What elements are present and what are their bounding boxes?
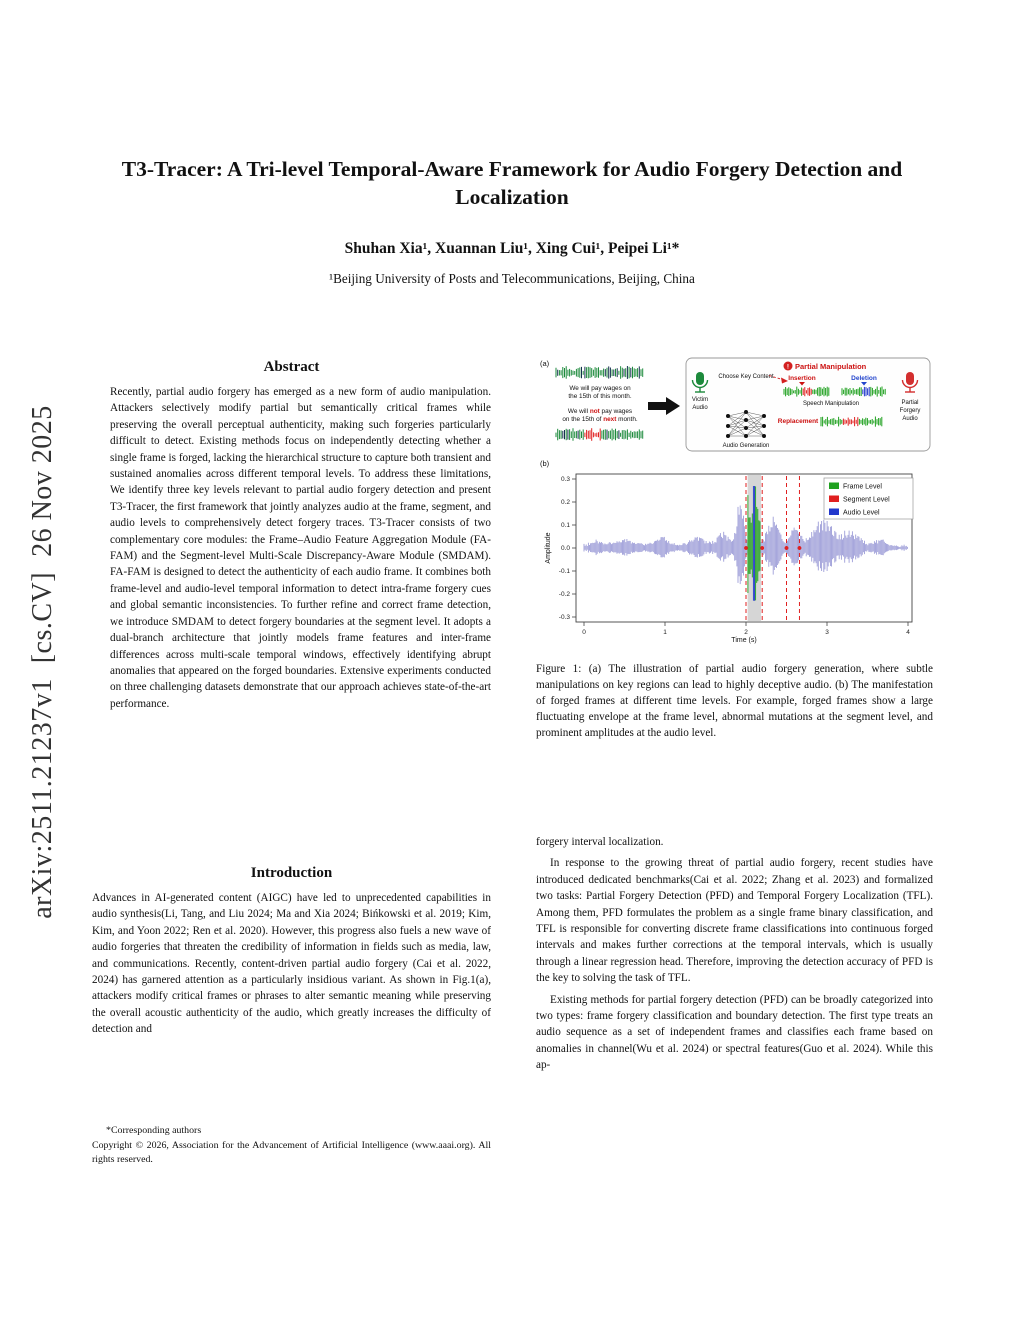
partial-forgery-audio-line2: Forgery [899, 408, 921, 414]
deletion-label: Deletion [851, 375, 877, 382]
segment-level-swatch [829, 496, 839, 503]
abstract-paragraph: Recently, partial audio forgery has emerged as a new form of audio manipulation. Attackers selectively modify partial but semantically critical frames while preserving the overall perceptual authenticity, making such forgeries particularly difficult to detect. Existing methods focus on independently detecting whether a single frame is forged, lacking the hierarchical structure to capture both transient and sustained anomalies across different temporal levels. To address these limitations, We identify three key levels relevant to partial audio forgery detection and present T3-Tracer, the first framework that jointly analyzes audio at the frame, segment, and audio levels to comprehensively detect forgery traces. T3-Tracer consists of two complementary core modules: the Frame–Audio Feature Aggregation Module (FA-FAM) and the Segment-level Multi-Scale Discrepancy-Aware Module (SMDAM). FA-FAM is designed to detect the authenticity of each audio frame. It combines both frame-level and audio-level temporal information to detect intra-frame forgery cues and global semantic inconsistencies. To further refine and correct frame detection, we introduce SMDAM to detect forgery boundaries at the segment level. It adopts a dual-branch architecture that jointly models frame features and inter-frame differences across multi-scale temporal windows, effectively identifying abrupt anomalies that appeared on the forged boundaries. Extensive experiments conducted on three challenging datasets demonstrate that our approach achieves state-of-the-art performance. [110, 386, 491, 710]
figure-caption: Figure 1: (a) The illustration of partial audio forgery generation, where subtle manipulations on key regions can lead to highly deceptive audio. (b) The manifestation of forged frames at different time levels. For example, forged frames show a large fluctuating envelope at the frame level, abnormal mutations at the segment level, and prominent amplitudes at the audio level. [536, 663, 933, 739]
audio-level-swatch [829, 509, 839, 516]
figure-1 [536, 354, 933, 656]
x-tick-label: 1 [663, 629, 667, 636]
speech-forged-word-next: next [603, 416, 617, 423]
y-tick-label: 0.1 [560, 522, 570, 530]
x-tick-label: 0 [582, 629, 586, 636]
speech-manipulation-label: Speech Manipulation [802, 401, 860, 407]
partial-manipulation-title: Partial Manipulation [795, 362, 867, 371]
y-tick-label: -0.2 [558, 591, 570, 599]
speech-original-line2: the 15th of this month. [568, 393, 632, 400]
speech-forged-part1: We will [567, 408, 590, 415]
replacement-label: Replacement [777, 418, 819, 425]
footnote-block [92, 1124, 491, 1168]
y-axis-label: Amplitude [545, 532, 552, 564]
copyright-note: Copyright © 2026, Association for the Advancement of Artificial Intelligence (www.aaai.org). All rights reserved. [92, 1139, 491, 1166]
panel-b-label: (b) [540, 459, 550, 468]
panel-a-label: (a) [540, 359, 550, 368]
speech-forged-part6: month. [616, 416, 638, 423]
arrow-right-icon [648, 397, 680, 415]
x-axis-label: Time (s) [731, 637, 757, 644]
abstract-heading: Abstract [263, 359, 320, 375]
victim-speech-waveform [556, 366, 643, 379]
y-tick-label: -0.1 [558, 568, 570, 576]
abstract-text [110, 384, 491, 842]
arxiv-sidebar-label: arXiv:2511.21237v1 [cs.CV] 26 Nov 2025 [27, 405, 58, 919]
audio-level-legend-label: Audio Level [843, 509, 880, 517]
speech-original-line1: We will pay wages on [569, 385, 631, 392]
frame-level-swatch [829, 483, 839, 490]
svg-text:We will not pay wages [568, 408, 632, 415]
victim-audio-label-line1: Victim [691, 397, 709, 403]
choose-key-content-label: Choose Key Content [718, 374, 774, 380]
y-tick-label: 0.0 [560, 545, 570, 553]
body-paragraph: forgery interval localization. [536, 836, 664, 848]
introduction-text [92, 890, 491, 1118]
speech-forged-word-not: not [589, 408, 600, 415]
y-tick-label: -0.3 [558, 614, 570, 622]
body-paragraph: In response to the growing threat of partial audio forgery, recent studies have introduced dedicated benchmarks(Cai et al. 2022; Zhang et al. 2023) and formalized two tasks: Partial Forgery Detection (PFD) and Temporal Forgery Localization (TFL). Among them, PFD formulates the problem as a single frame binary classification, and TFL is responsible for converting discrete frame classifications into continuous forged intervals and makes further corrections at the temporal intervals, which is usually through a linear regression head. Therefore, improving the detection accuracy of PFD is the key to solving the task of TFL. [536, 857, 933, 985]
authors-line: Shuhan Xia¹, Xuannan Liu¹, Xing Cui¹, Peipei Li¹* [344, 240, 680, 257]
figure-1-svg [536, 354, 933, 656]
affiliation-line: ¹Beijing University of Posts and Telecommunications, Beijing, China [329, 271, 695, 286]
svg-text:We will pay wages on [569, 385, 631, 392]
insertion-label: Insertion [788, 375, 816, 382]
introduction-heading: Introduction [250, 865, 333, 881]
introduction-paragraph: Advances in AI-generated content (AIGC) have led to unprecedented capabilities in audio synthesis(Li, Tang, and Liu 2024; Ma and Xia 2024; Bińkowski et al. 2019; Kim, Kim, and Yoon 2022; Ren et al. 2020). However, this progress also fuels a new wave of audio forgeries that threaten the credibility of information in fields such as media, law, and communications. Recently, content-driven partial audio forgery (Cai et al. 2022, 2024) has garnered attention as a particularly insidious variant. As shown in Fig.1(a), attackers modify critical frames or phrases to alter semantic meaning while preserving the overall acoustic authenticity of the audio, which greatly increases the difficulty of detection and [92, 892, 491, 1036]
right-column-text [536, 834, 933, 1194]
plot-legend [824, 478, 913, 519]
audio-generation-label: Audio Generation [722, 443, 770, 449]
svg-text:on the 15th of next month. [562, 416, 638, 423]
paper-title: T3-Tracer: A Tri-level Temporal-Aware Framework for Audio Forgery Detection and Localization [121, 157, 903, 209]
partial-forgery-audio-line1: Partial [901, 400, 919, 406]
forged-speech-waveform [556, 428, 643, 441]
partial-forgery-audio-line3: Audio [902, 416, 918, 422]
warning-glyph: ! [786, 363, 790, 371]
frame-level-legend-label: Frame Level [843, 483, 882, 491]
corresponding-authors-note: *Corresponding authors [106, 1125, 202, 1136]
y-tick-label: 0.3 [560, 476, 570, 484]
victim-audio-label-line2: Audio [692, 405, 708, 411]
y-tick-label: 0.2 [560, 499, 570, 507]
x-tick-label: 4 [906, 629, 910, 636]
segment-level-legend-label: Segment Level [843, 496, 890, 504]
x-tick-label: 3 [825, 629, 829, 636]
svg-text:the 15th of this month. [568, 393, 631, 400]
speech-forged-part4: on the 15th of [562, 416, 604, 423]
speech-forged-part3: pay wages [599, 408, 633, 415]
body-paragraph: Existing methods for partial forgery detection (PFD) can be broadly categorized into two types: frame forgery classification and boundary detection. The first type treats an audio sequence as a set of independent frames and classifies each frame based on anomalies in channel(Wu et al. 2024) or spectral features(Guo et al. 2024). While this ap- [536, 993, 933, 1072]
x-tick-label: 2 [744, 629, 748, 636]
